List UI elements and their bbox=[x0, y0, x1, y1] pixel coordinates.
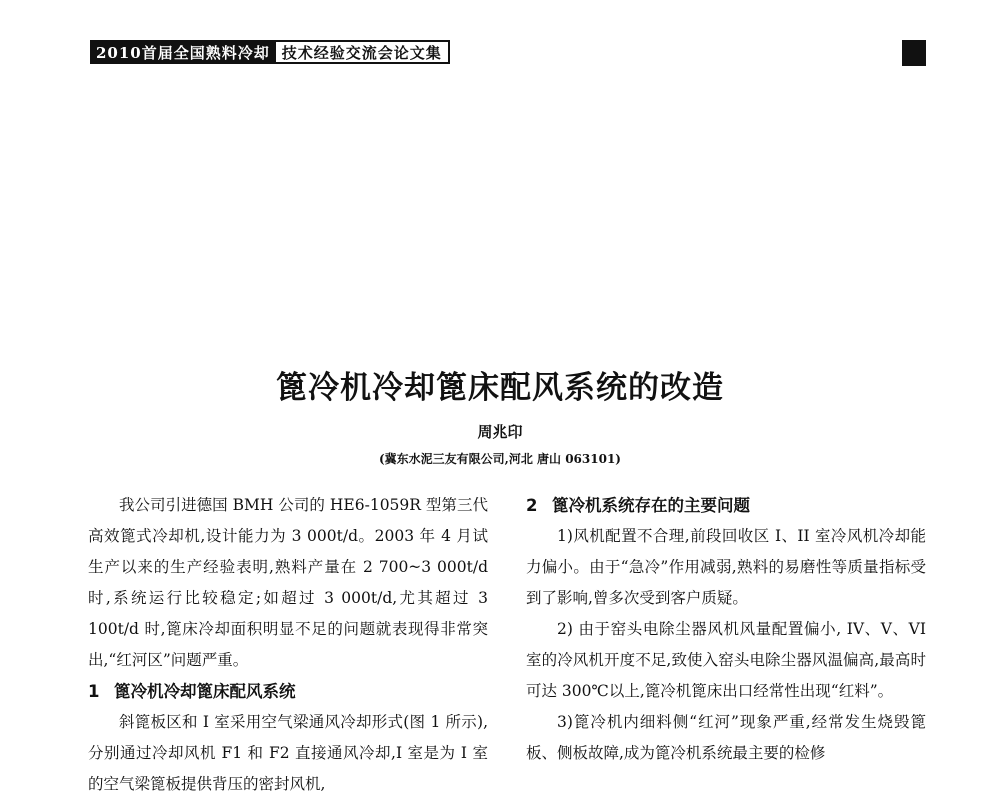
author-affiliation: (冀东水泥三友有限公司,河北 唐山 063101) bbox=[379, 452, 621, 466]
section-1-heading bbox=[88, 676, 488, 707]
problem-item-1: 1)风机配置不合理,前段回收区 I、II 室冷风机冷却能力偏小。由于“急冷”作用减弱,熟料的易磨性等质量指标受到了影响,曾多次受到客户质疑。 bbox=[526, 527, 926, 607]
problem-item-2: 2) 由于窑头电除尘器风机风量配置偏小, IV、V、VI 室的冷风机开度不足,致使入窑头电除尘器风温偏高,最高时可达 300℃以上,篦冷机篦床出口经常性出现“红料”。 bbox=[526, 620, 926, 700]
running-header bbox=[90, 40, 450, 64]
paper-title: 篦冷机冷却篦床配风系统的改造 bbox=[276, 370, 724, 406]
problem-item-3: 3)篦冷机内细料侧“红河”现象严重,经常发生烧毁篦板、侧板故障,成为篦冷机系统最主要的检修 bbox=[526, 713, 926, 762]
left-column bbox=[88, 490, 488, 800]
conference-name: 2010首届全国熟料冷却 bbox=[90, 40, 276, 64]
paper-author: 周兆印 bbox=[477, 423, 523, 441]
section-1-title: 篦冷机冷却篦床配风系统 bbox=[114, 682, 296, 701]
section-2-title: 篦冷机系统存在的主要问题 bbox=[552, 496, 750, 515]
intro-paragraph: 我公司引进德国 BMH 公司的 HE6-1059R 型第三代高效篦式冷却机,设计能力为 3 000t/d。2003 年 4 月试生产以来的生产经验表明,熟料产量在 2 700~3 000t/d 时,系统运行比较稳定;如超过 3 000t/d,尤其超过 3 100t/d 时,篦床冷却面积明显不足的问题就表现得非常突出,“红河区”问题严重。 bbox=[88, 496, 488, 669]
header-marker-block bbox=[902, 40, 926, 66]
right-column bbox=[526, 490, 926, 769]
collection-name: 技术经验交流会论文集 bbox=[276, 40, 450, 64]
section-2-heading bbox=[526, 490, 926, 521]
section-1-paragraph: 斜篦板区和 I 室采用空气梁通风冷却形式(图 1 所示), 分别通过冷却风机 F1 和 F2 直接通风冷却,I 室是为 I 室的空气梁篦板提供背压的密封风机, bbox=[88, 713, 488, 793]
section-2-number: 2 bbox=[526, 496, 538, 515]
section-1-number: 1 bbox=[88, 682, 100, 701]
